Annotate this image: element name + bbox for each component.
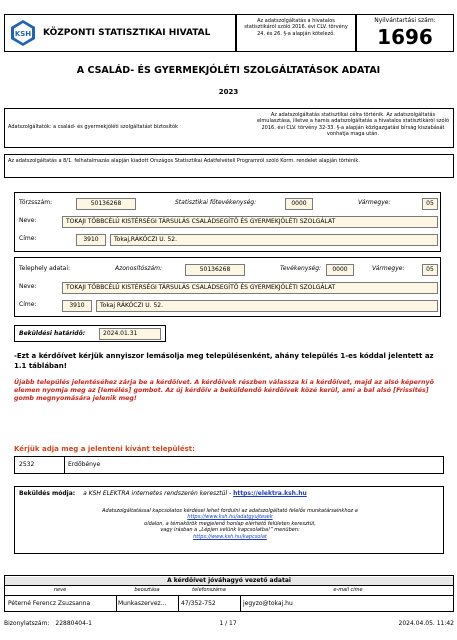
org-address-field[interactable]: Tokaj,RÁKÓCZI U. 52.	[110, 234, 438, 246]
org-name-label: Neve:	[19, 217, 37, 224]
signer-col-phone: telefonszáma	[192, 587, 226, 593]
telephely-label: Telephely adatai:	[19, 265, 71, 272]
help-link[interactable]: https://www.ksh.hu/adatgyujtesek	[187, 514, 273, 521]
azonosito-label: Azonosítószám:	[115, 265, 163, 272]
submission-mode-text: a KSH ELEKTRA internetes rendszerén keresztül -	[83, 490, 232, 497]
ksh-logo-icon	[9, 19, 37, 47]
signer-divider-3	[240, 596, 241, 612]
elektra-link[interactable]: https://elektra.ksh.hu	[233, 490, 307, 497]
site-varmegye-field[interactable]: 05	[422, 264, 438, 276]
deadline-field[interactable]: 2024.01.31	[99, 328, 161, 340]
signer-col-position: beosztása	[134, 587, 160, 593]
signer-divider-1	[116, 596, 117, 612]
signer-divider-2	[178, 596, 179, 612]
tevekenyseg-label: Tevékenység:	[280, 265, 322, 272]
azonosito-field[interactable]: 50136268	[185, 264, 245, 276]
org-zip-field[interactable]: 3910	[76, 234, 106, 246]
submission-mode-line	[19, 490, 307, 497]
footer-id-label: Bizonylatszám:	[4, 620, 50, 627]
site-name-label: Neve:	[19, 283, 37, 290]
footer-timestamp: 2024.04.05. 11:42	[398, 620, 454, 627]
report-year: 2023	[218, 88, 239, 96]
instruction-red: Újabb település jelentéséhez zárja be a kérdőívet. A kérdőívek részben válassza ki a kérdőívet, majd az alsó képernyő elemen nyomja meg az [Iemélés] gombot. Az új kérdőív a beküldendő kérdőívek közé kerül, ami a bal alsó [Frissítés] gomb megnyomására jelenik meg!	[14, 379, 434, 402]
torzsszam-label: Törzsszám:	[19, 199, 53, 206]
contact-link[interactable]: https://www.ksh.hu/kapcsolat	[193, 533, 267, 540]
registration-number: 1696	[377, 25, 433, 49]
footer-page: 1 / 17	[219, 620, 237, 627]
site-name-field[interactable]: TOKAJI TÖBBCÉLÚ KISTÉRSÉGI TÁRSULÁS CSALÁDSEGÍTŐ ÉS GYERMEKJÓLÉTI SZOLGÁLAT	[62, 282, 438, 294]
signer-rule	[5, 595, 453, 596]
varmegye-label: Vármegye:	[358, 199, 391, 206]
help-intro: Adatszolgáltatással kapcsolatos kérdései lehet fordulni az adatszolgáltató felelős munkatársainkhoz a	[102, 508, 358, 514]
signer-col-name: neve	[53, 587, 67, 593]
org-section	[14, 192, 441, 252]
deadline-box	[14, 325, 166, 342]
statisztikai-field[interactable]: 0000	[285, 198, 313, 210]
signer-phone[interactable]: 47/352-752	[181, 600, 216, 607]
settlement-prompt: Kérjük adja meg a jelenteni kívánt települést:	[14, 445, 195, 453]
site-address-label: Címe:	[19, 301, 37, 308]
org-name-field[interactable]: TOKAJI TÖBBCÉLÚ KISTÉRSÉGI TÁRSULÁS CSALÁDSEGÍTŐ ÉS GYERMEKJÓLÉTI SZOLGÁLAT	[62, 216, 438, 228]
org-name: KÖZPONTI STATISZTIKAI HIVATAL	[43, 28, 211, 38]
header-org-box	[4, 14, 236, 52]
site-varmegye-label: Vármegye:	[372, 265, 405, 272]
program-note: Az adatszolgáltatás a 8/1. felhatalmazás alapján kiadott Országos Statisztikai Adatfelvételi Programról szóló Korm. rendelet alapján történik.	[4, 154, 454, 178]
registration-label: Nyilvántartási szám:	[374, 17, 436, 24]
help-block	[23, 508, 437, 540]
statisztikai-label: Statisztikai főtevékenység:	[175, 199, 257, 206]
signer-email[interactable]: jegyzo@tokaj.hu	[243, 600, 293, 607]
signer-name[interactable]: Péterné Ferencz Zsuzsanna	[8, 600, 91, 607]
site-section	[14, 257, 441, 317]
footer-id	[4, 620, 92, 627]
signer-position[interactable]: Munkaszervez...	[118, 600, 167, 607]
site-zip-field[interactable]: 3910	[62, 300, 92, 312]
intro-legal: Az adatszolgáltatás statisztikai célra történik. Az adatszolgáltatás elmulasztása, illetve a hamis adatszolgáltatás a hivatalos statisztikáról szóló 2016. évi CLV. törvény 32-33. §-a alapján közigazgatási bírság kiszabását vonhatja maga után.	[256, 112, 450, 138]
settlement-box	[14, 456, 444, 474]
tevekenyseg-field[interactable]: 0000	[326, 264, 354, 276]
footer-id-value: 22880404-1	[55, 620, 92, 627]
varmegye-field[interactable]: 05	[422, 198, 438, 210]
signer-table	[4, 575, 454, 612]
svg-text:KSH: KSH	[14, 30, 32, 38]
page-title: A CSALÁD- ÉS GYERMEKJÓLÉTI SZOLGÁLTATÁSOK ADATAI	[76, 65, 381, 76]
site-address-field[interactable]: Tokaj RÁKÓCZI U. 52.	[96, 300, 438, 312]
signer-heading: A kérdőívet jóváhagyó vezető adatai	[5, 577, 453, 586]
help-mid: oldalon, a témakörök megjelenő honlap elérhető felületen keresztül,	[144, 520, 316, 527]
settlement-code[interactable]: 2532	[19, 461, 35, 468]
deadline-label: Beküldési határidő:	[19, 330, 86, 337]
signer-col-email: e-mail címe	[333, 587, 363, 593]
legal-note: Az adatszolgáltatás a hivatalos statisztikáról szóló 2016. évi CLV. törvény 24. és 26. §-a alapján kötelező.	[236, 14, 356, 52]
org-address-label: Címe:	[19, 235, 37, 242]
torzsszam-field[interactable]: 50136268	[76, 198, 136, 210]
help-end: vagy írásban a „Lépjen velünk kapcsolatba!” menüben:	[160, 527, 300, 534]
intro-box	[4, 108, 454, 148]
submission-box	[14, 486, 444, 554]
instruction-main: -Ezt a kérdőívet kérjük annyiszor lemásolja meg településenként, ahány település 1-es kóddal jelentett az 1.1 táblában!	[14, 352, 434, 370]
submission-mode-label: Beküldés módja:	[19, 490, 76, 497]
registration-box	[356, 14, 454, 52]
settlement-name[interactable]: Erdőbénye	[68, 461, 101, 468]
settlement-divider	[64, 457, 65, 473]
intro-providers: Adatszolgáltatók: a család- és gyermekjóléti szolgáltatást biztosítók	[8, 124, 178, 130]
